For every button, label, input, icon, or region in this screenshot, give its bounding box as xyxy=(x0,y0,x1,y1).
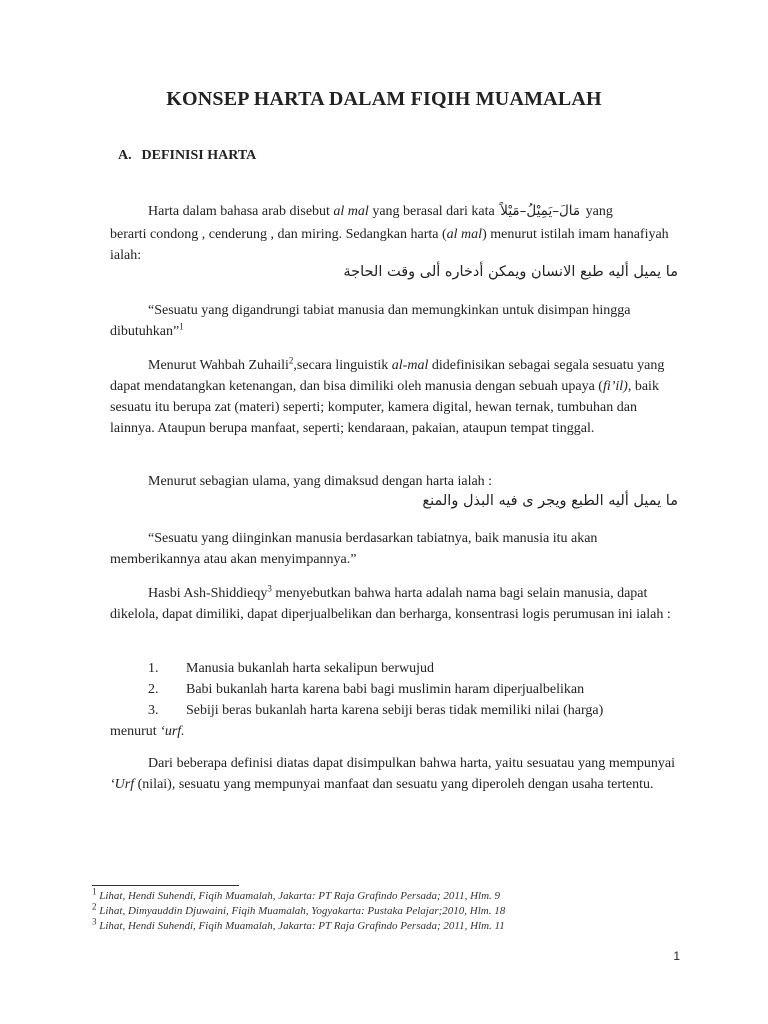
footnote xyxy=(92,901,672,919)
footnote-number: 3 xyxy=(92,916,97,927)
footnote-ref: 3 xyxy=(267,583,272,594)
paragraph-5 xyxy=(110,753,675,795)
footnote xyxy=(92,916,672,934)
footnotes xyxy=(92,886,672,934)
text-run: (nilai), sesuatu yang mempunyai manfaat dan sesuatu yang diperoleh dengan usaha tertentu. xyxy=(134,777,654,792)
list-number: 1. xyxy=(148,661,159,676)
footnote-text: Lihat, Hendi Suhendi, Fiqih Muamalah, Jakarta: PT Raja Grafindo Persada; 2011, Hlm. 9 xyxy=(96,890,501,902)
list-item-continuation xyxy=(110,721,675,742)
text-run: menurut xyxy=(110,724,161,739)
section-number: A. xyxy=(118,148,132,163)
footnote-ref: 2 xyxy=(288,355,294,366)
footnote xyxy=(92,886,672,904)
section-title: DEFINISI HARTA xyxy=(141,148,257,163)
arabic-definition-2: ما يميل أليه الطبع ويجر ى فيه البذل والمنع xyxy=(422,493,678,509)
list-number: 2. xyxy=(148,682,159,697)
footnote-divider xyxy=(92,885,239,886)
italic-term: fi’il) xyxy=(602,379,628,394)
list-item xyxy=(148,700,678,721)
section-heading xyxy=(118,148,256,164)
footnote-number: 1 xyxy=(92,886,97,897)
list-item xyxy=(148,679,678,700)
paragraph-1-rest xyxy=(110,224,675,266)
arabic-definition-1: ما يميل أليه طبع الانسان ويمكن أدخاره ألى وقت الحاجة xyxy=(343,264,678,280)
footnote-text: Lihat, Hendi Suhendi, Fiqih Muamalah, Jakarta: PT Raja Grafindo Persada; 2011, Hlm. 11 xyxy=(96,920,505,932)
text-run: menyebutkan bahwa harta adalah nama bagi selain manusia, dapat dikelola, dapat dimiliki, dapat diperjualbelikan dan berharga, konsentrasi logis perumusan ini ialah : xyxy=(110,586,671,622)
document-title: KONSEP HARTA DALAM FIQIH MUAMALAH xyxy=(166,88,602,110)
italic-term: ‘urf. xyxy=(160,724,185,739)
footnote-text: Lihat, Dimyauddin Djuwaini, Fiqih Muamalah, Yogyakarta: Pustaka Pelajar;2010, Hlm. 18 xyxy=(96,905,506,917)
text-run: yang xyxy=(582,204,613,219)
list-text: Babi bukanlah harta karena babi bagi muslimin haram diperjualbelikan xyxy=(186,682,585,697)
text-run: ,secara linguistik xyxy=(293,358,392,373)
italic-term: al-mal xyxy=(391,358,429,373)
text-run: berarti condong , cenderung , dan miring. Sedangkan harta ( xyxy=(110,227,447,242)
list-item xyxy=(148,658,678,679)
list-text: Manusia bukanlah harta sekalipun berwujud xyxy=(186,661,435,676)
paragraph-2 xyxy=(110,355,675,439)
list-text: Sebiji beras bukanlah harta karena sebiji beras tidak memiliki nilai (harga) xyxy=(186,703,604,718)
footnote-ref: 1 xyxy=(179,321,184,332)
text-run: Hasbi Ash-Shiddieqy xyxy=(148,586,268,601)
italic-term: al mal xyxy=(446,227,483,242)
text-run: , baik sesuatu itu berupa zat (materi) seperti; komputer, kamera digital, hewan ternak, tumbuhan dan lainnya. Ataupun berupa manfaat, seperti; kendaraan, pakaian, ataupun tempat tinggal. xyxy=(110,379,659,436)
page-number: 1 xyxy=(673,949,680,963)
text-run: didefinisikan sebagai segala sesuatu yang dapat mendatangkan ketenangan, dan bisa dimiliki oleh manusia dengan sebuah upaya ( xyxy=(110,358,665,394)
list-number: 3. xyxy=(148,703,159,718)
italic-term: al mal xyxy=(333,204,369,219)
paragraph-4 xyxy=(110,583,675,625)
text-run: ) menurut istilah imam hanafiyah ialah: xyxy=(110,227,669,263)
text-run: yang berasal dari kata xyxy=(368,204,499,219)
quote-text: “Sesuatu yang digandrungi tabiat manusia dan memungkinkan untuk disimpan hingga dibutuhkan” xyxy=(110,303,631,339)
text-run: Dari beberapa definisi diatas dapat disimpulkan bahwa harta, yaitu sesuatau yang mempunyai xyxy=(148,756,675,771)
footnote-number: 2 xyxy=(92,901,97,912)
quote-2: “Sesuatu yang diinginkan manusia berdasarkan tabiatnya, baik manusia itu akan memberikannya atau akan menyimpannya.” xyxy=(110,531,598,567)
paragraph-3: Menurut sebagian ulama, yang dimaksud dengan harta ialah : xyxy=(148,474,493,489)
arabic-root-word: مَالَ–يَمِيْلُ–مَيْلاً xyxy=(500,203,581,219)
text-run: Harta dalam bahasa arab disebut xyxy=(148,204,334,219)
text-run: Menurut Wahbah Zuhaili xyxy=(148,358,289,373)
italic-term: ‘Urf xyxy=(110,777,135,792)
quote-1 xyxy=(110,300,675,342)
